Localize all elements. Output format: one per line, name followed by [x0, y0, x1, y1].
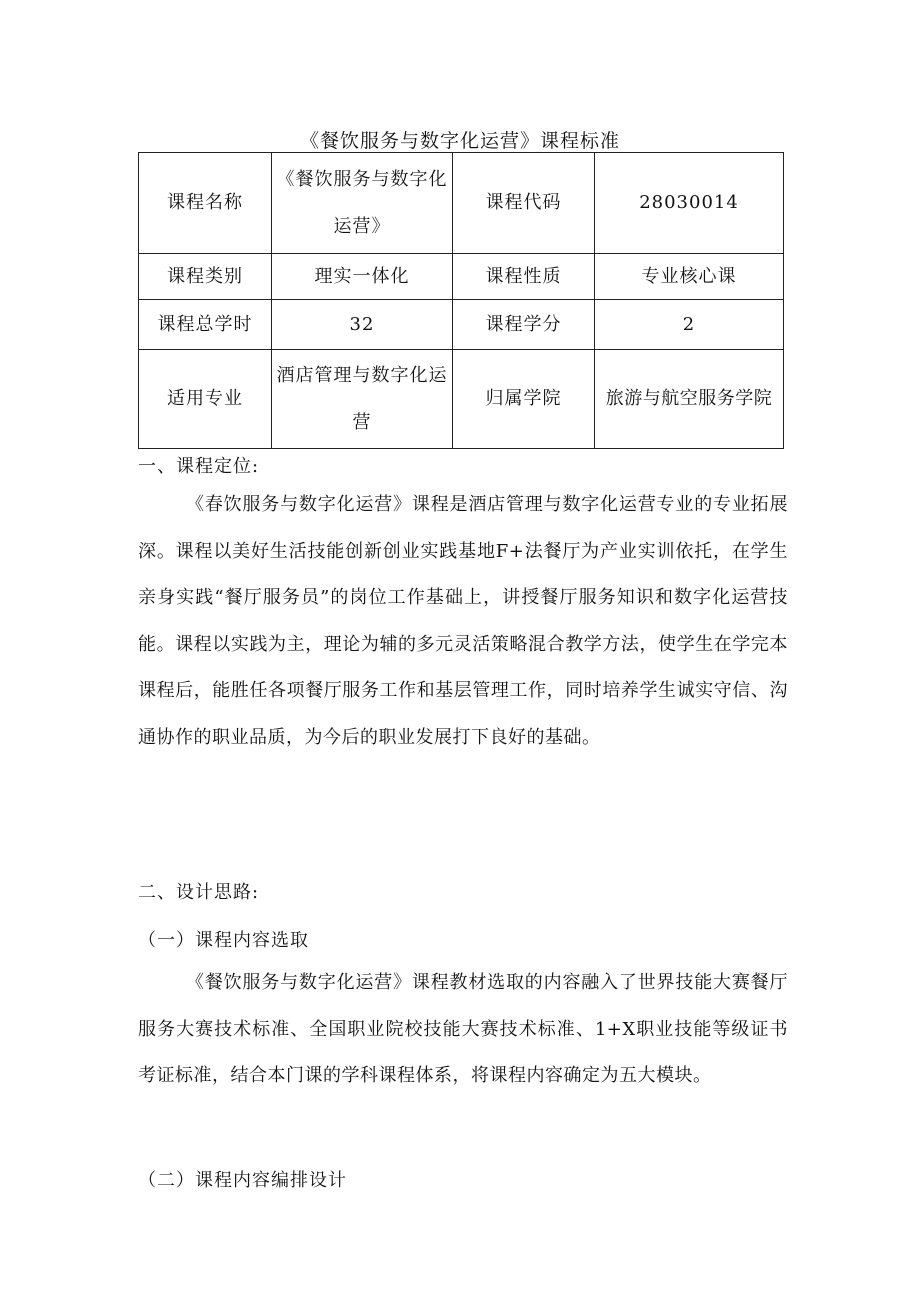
- course-code-value: 28030014: [595, 153, 784, 254]
- college-label: 归属学院: [453, 350, 595, 449]
- subsection1-paragraph: 《餐饮服务与数字化运营》课程教材选取的内容融入了世界技能大赛餐厅服务大赛技术标准、全国职业院校技能大赛技术标准、1+X职业技能等级证书考证标准，结合本门课的学科课程体系，将课程内容确定为五大模块。: [138, 972, 788, 1086]
- table-row: [139, 153, 784, 254]
- table-row: [139, 300, 784, 350]
- subsection2-heading: （二）课程内容编排设计: [138, 1170, 347, 1191]
- nature-label: 课程性质: [453, 254, 595, 300]
- nature-value: 专业核心课: [595, 254, 784, 300]
- table-row: [139, 254, 784, 300]
- course-code-label: 课程代码: [453, 153, 595, 254]
- category-value: 理实一体化: [272, 254, 453, 300]
- section1-paragraph: 《春饮服务与数字化运营》课程是酒店管理与数字化运营专业的专业拓展深。课程以美好生活技能创新创业实践基地F+法餐厅为产业实训依托，在学生亲身实践“餐厅服务员”的岗位工作基础上，讲授餐厅服务知识和数字化运营技能。课程以实践为主，理论为辅的多元灵活策略混合教学方法，使学生在学完本课程后，能胜任各项餐厅服务工作和基层管理工作，同时培养学生诚实守信、沟通协作的职业品质，为今后的职业发展打下良好的基础。: [138, 494, 788, 748]
- hours-value: 32: [272, 300, 453, 350]
- table-row: [139, 350, 784, 449]
- document-title: 《餐饮服务与数字化运营》课程标准: [299, 130, 620, 152]
- major-value: 酒店管理与数字化运营: [272, 350, 453, 449]
- section1-heading: 一、课程定位:: [138, 456, 260, 477]
- credits-label: 课程学分: [453, 300, 595, 350]
- course-name-value: 《餐饮服务与数字化运营》: [272, 153, 453, 254]
- category-label: 课程类别: [139, 254, 272, 300]
- college-value: 旅游与航空服务学院: [595, 350, 784, 449]
- major-label: 适用专业: [139, 350, 272, 449]
- course-name-label: 课程名称: [139, 153, 272, 254]
- credits-value: 2: [595, 300, 784, 350]
- course-info-table: [138, 152, 784, 449]
- section2-heading: 二、设计思路:: [138, 882, 260, 903]
- subsection1-heading: （一）课程内容选取: [138, 930, 309, 951]
- hours-label: 课程总学时: [139, 300, 272, 350]
